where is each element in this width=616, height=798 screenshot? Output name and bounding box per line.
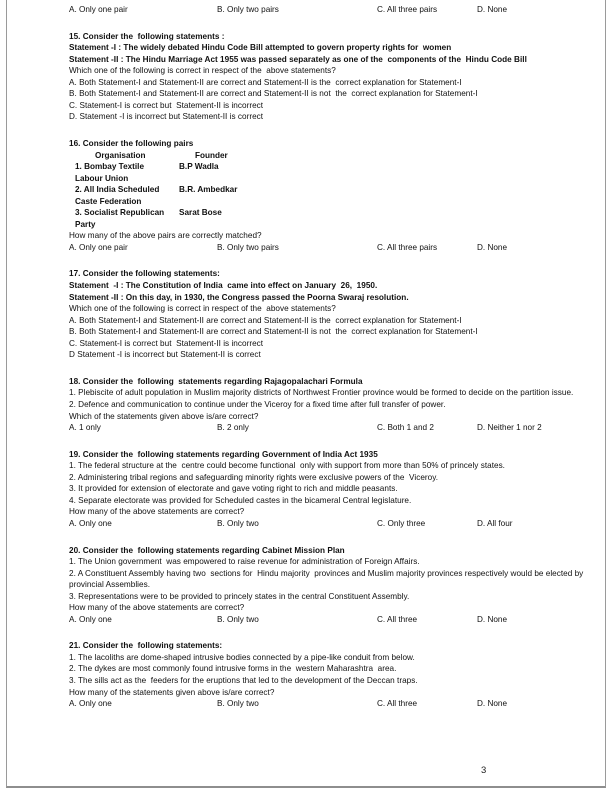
page-number: 3 [481,765,487,776]
question-15-statement-2: Statement -II : The Hindu Marriage Act 1955 was passed separately as one of the components of the Hindu Code Bill [69,54,527,64]
pairs-table-row [69,207,589,219]
question-18-option-d[interactable]: D. Neither 1 nor 2 [477,423,542,433]
question-15-option-c[interactable]: C. Statement-I is correct but Statement-II is incorrect [69,100,264,110]
question-19 [69,449,589,530]
question-20-point-2: 2. A Constituent Assembly having two sections for Hindu majority provinces and Muslim majority provinces respectively would be elected by provincial Assemblies. [69,568,586,590]
question-19-option-row [69,518,589,530]
question-19-option-d[interactable]: D. All four [477,518,513,528]
question-21-option-b[interactable]: B. Only two [217,699,259,709]
question-21-point-1: 1. The lacoliths are dome-shaped intrusive bodies connected by a pipe-like conduit from below. [69,652,415,662]
question-17-option-b[interactable]: B. Both Statement-I and Statement-II are correct and Statement-II is not the correct explanation for Statement-I [69,327,478,337]
option-d[interactable]: D. None [477,5,508,14]
spacer [69,434,589,449]
spacer [69,253,589,268]
pairs-header-founder: Founder [195,150,228,160]
question-20-option-d[interactable]: D. None [477,614,508,624]
question-15-statement-1: Statement -I : The widely debated Hindu Code Bill attempted to govern property rights for women [69,43,452,53]
question-20 [69,545,589,626]
question-16-option-a[interactable]: A. Only one pair [69,242,128,252]
question-21 [69,640,589,709]
pair-1-organisation: 1. Bombay Textile [75,162,145,172]
pairs-header-organisation: Organisation [95,150,146,160]
spacer [69,123,589,138]
question-20-directive: How many of the above statements are correct? [69,603,245,613]
question-18-point-1: 1. Plebiscite of adult population in Muslim majority districts of Northwest Frontier province would be formed to decide on the partition issue. [69,388,574,398]
question-18-option-c[interactable]: C. Both 1 and 2 [377,423,434,433]
question-20-option-a[interactable]: A. Only one [69,614,112,624]
question-19-option-c[interactable]: C. Only three [377,518,426,528]
question-19-point-4: 4. Separate electorate was provided for Scheduled castes in the bicameral Central legislature. [69,495,412,505]
spacer [69,361,589,376]
question-20-point-3: 3. Representations were to be provided to princely states in the central Constituent Assembly. [69,591,410,601]
question-19-point-1: 1. The federal structure at the centre could become functional only with support from more than 50% of princely states. [69,461,505,471]
question-16 [69,138,589,254]
question-18-option-a[interactable]: A. 1 only [69,423,101,433]
question-15-stem: 15. Consider the following statements : [69,31,225,41]
pair-1-organisation-cont: Labour Union [75,173,129,183]
spacer [69,16,589,31]
question-18-option-b[interactable]: B. 2 only [217,423,249,433]
question-15-directive: Which one of the following is correct in respect of the above statements? [69,66,336,76]
question-20-option-row [69,614,589,626]
question-16-option-b[interactable]: B. Only two pairs [217,242,279,252]
question-21-point-2: 2. The dykes are most commonly found intrusive forms in the western Maharashtra area. [69,664,397,674]
question-21-stem: 21. Consider the following statements: [69,641,223,651]
question-19-option-a[interactable]: A. Only one [69,518,112,528]
question-15-option-d[interactable]: D. Statement -I is incorrect but Statement-II is correct [69,112,264,122]
question-17-stem: 17. Consider the following statements: [69,269,220,279]
question-16-option-row [69,242,589,254]
question-20-stem: 20. Consider the following statements regarding Cabinet Mission Plan [69,545,345,555]
question-17-option-a[interactable]: A. Both Statement-I and Statement-II are correct and Statement-II is the correct explanation for Statement-I [69,315,462,325]
pair-3-founder: Sarat Bose [179,208,222,218]
question-16-stem: 16. Consider the following pairs [69,138,194,148]
question-21-directive: How many of the statements given above is/are correct? [69,687,275,697]
question-21-point-3: 3. The sills act as the feeders for the eruptions that led to the development of the Deccan traps. [69,676,418,686]
question-16-option-d[interactable]: D. None [477,242,508,252]
pairs-table-header [69,150,589,162]
question-21-option-d[interactable]: D. None [477,699,508,709]
question-15-option-b[interactable]: B. Both Statement-I and Statement-II are correct and Statement-II is not the correct explanation for Statement-I [69,89,478,99]
question-15 [69,31,589,123]
pairs-table-row [69,161,589,173]
pair-2-organisation: 2. All India Scheduled [75,185,160,195]
pair-3-organisation-cont: Party [75,219,96,229]
page-sheet [6,0,606,788]
page-content [69,4,589,710]
question-21-option-a[interactable]: A. Only one [69,699,112,709]
question-18-stem: 18. Consider the following statements regarding Rajagopalachari Formula [69,376,363,386]
spacer [69,530,589,545]
question-19-option-b[interactable]: B. Only two [217,518,259,528]
question-21-option-c[interactable]: C. All three [377,699,418,709]
question-15-option-a[interactable]: A. Both Statement-I and Statement-II are correct and Statement-II is the correct explanation for Statement-I [69,77,462,87]
question-18-option-row [69,422,589,434]
option-b[interactable]: B. Only two pairs [217,5,279,14]
question-20-point-1: 1. The Union government was empowered to raise revenue for administration of Foreign Affairs. [69,557,420,567]
pairs-table-row [69,184,589,196]
question-18-directive: Which of the statements given above is/are correct? [69,411,259,421]
pair-2-founder: B.R. Ambedkar [179,185,238,195]
question-20-option-b[interactable]: B. Only two [217,614,259,624]
question-19-directive: How many of the above statements are correct? [69,507,245,517]
question-18 [69,376,589,434]
question-20-option-c[interactable]: C. All three [377,614,418,624]
question-19-point-2: 2. Administering tribal regions and safeguarding minority rights were exclusive powers of the Viceroy. [69,472,439,482]
question-17-option-c[interactable]: C. Statement-I is correct but Statement-II is incorrect [69,338,264,348]
option-a[interactable]: A. Only one pair [69,5,128,14]
question-21-option-row [69,698,589,710]
option-row-carryover [69,4,589,16]
question-18-point-2: 2. Defence and communication to continue under the Viceroy for a fixed time after full transfer of power. [69,399,446,409]
question-17-statement-1: Statement -I : The Constitution of India came into effect on January 26, 1950. [69,281,378,291]
question-16-directive: How many of the above pairs are correctly matched? [69,231,262,241]
pair-1-founder: B.P Wadla [179,162,219,172]
question-17 [69,268,589,360]
question-19-stem: 19. Consider the following statements regarding Government of India Act 1935 [69,449,378,459]
pair-2-organisation-cont: Caste Federation [75,196,142,206]
option-c[interactable]: C. All three pairs [377,5,438,14]
question-16-option-c[interactable]: C. All three pairs [377,242,438,252]
question-17-directive: Which one of the following is correct in respect of the above statements? [69,304,336,314]
question-17-statement-2: Statement -II : On this day, in 1930, the Congress passed the Poorna Swaraj resolution. [69,292,409,302]
question-19-point-3: 3. It provided for extension of electorate and gave voting right to rich and middle peasants. [69,484,398,494]
question-17-option-d[interactable]: D Statement -I is incorrect but Statement-II is correct [69,350,261,360]
pair-3-organisation: 3. Socialist Republican [75,208,165,218]
spacer [69,625,589,640]
